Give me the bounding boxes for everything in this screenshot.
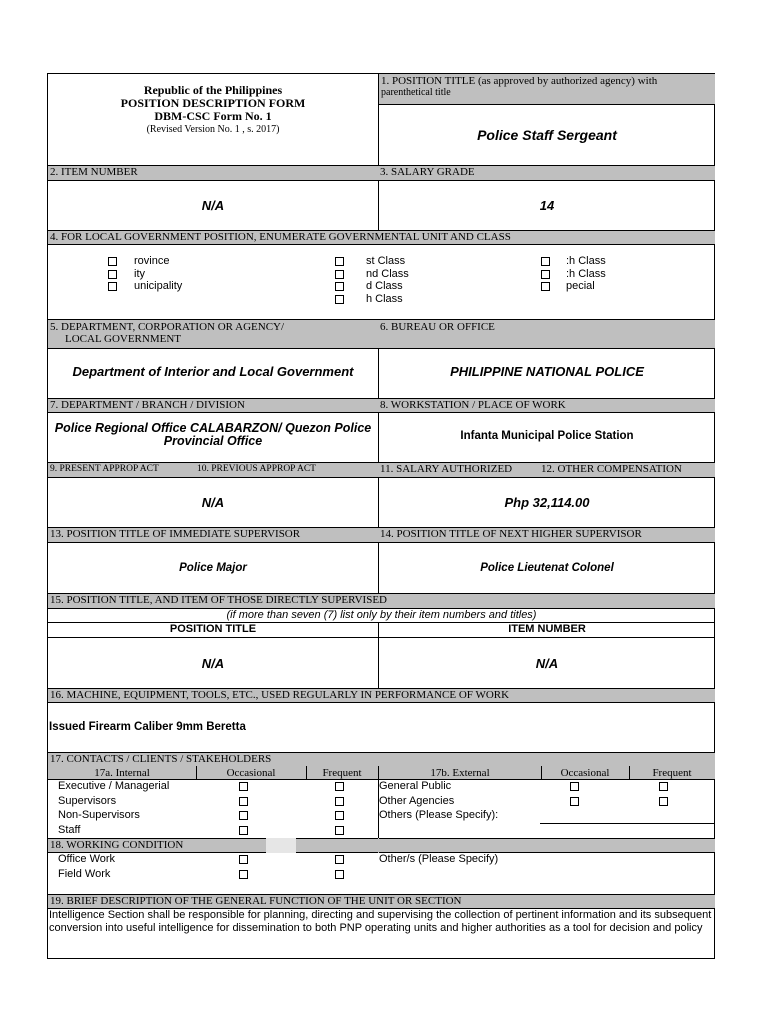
lgu-col3-item-0-checkbox[interactable] xyxy=(541,257,550,266)
field-16-label: 16. MACHINE, EQUIPMENT, TOOLS, ETC., USED REGULARLY IN PERFORMANCE OF WORK xyxy=(48,688,715,703)
field-14-label: 14. POSITION TITLE OF NEXT HIGHER SUPERVISOR xyxy=(378,527,715,543)
external-header: 17b. External xyxy=(430,767,490,779)
supervised-title-value: N/A xyxy=(201,656,225,671)
external-contact-0-checkbox[interactable] xyxy=(570,782,579,791)
lgu-col2-item-0-checkbox[interactable] xyxy=(335,257,344,266)
immediate-supervisor-value: Police Major xyxy=(179,562,247,574)
external-contact-0-checkbox-2[interactable] xyxy=(659,782,668,791)
internal-contact-3-checkbox[interactable] xyxy=(239,826,248,835)
internal-contact-3-checkbox-2[interactable] xyxy=(335,826,344,835)
internal-contact-1-checkbox-2[interactable] xyxy=(335,797,344,806)
field-3-label: 3. SALARY GRADE xyxy=(378,165,715,181)
supervised-item-value: N/A xyxy=(535,656,559,671)
lgu-col3-item-0-label: :h Class xyxy=(566,255,606,267)
lgu-col3-item-2-checkbox[interactable] xyxy=(541,282,550,291)
salary-grade-value: 14 xyxy=(539,198,555,213)
next-higher-supervisor-value: Police Lieutenat Colonel xyxy=(480,562,614,574)
external-contact-1-checkbox[interactable] xyxy=(570,797,579,806)
lgu-col3-item-2-label: pecial xyxy=(566,280,595,292)
internal-contact-2-checkbox-2[interactable] xyxy=(335,811,344,820)
internal-contact-3-label: Staff xyxy=(58,823,81,836)
item-number-value: N/A xyxy=(201,198,225,213)
revised-version: (Revised Version No. 1 , s. 2017) xyxy=(146,124,280,135)
lgu-col1-item-2-checkbox[interactable] xyxy=(108,282,117,291)
lgu-col3-item-1-label: :h Class xyxy=(566,267,606,280)
field-17-label: 17. CONTACTS / CLIENTS / STAKEHOLDERS xyxy=(48,752,715,767)
field-4-label: 4. FOR LOCAL GOVERNMENT POSITION, ENUMERATE GOVERNMENTAL UNIT AND CLASS xyxy=(48,230,715,245)
general-function-value: Intelligence Section shall be responsible for planning, directing and supervising the collection of pertinent information and its subsequent conversion into useful intelligence for dissemination to both PNP operating units and higher authorities as a tool for decision and policy xyxy=(49,909,712,934)
internal-contact-0-checkbox-2[interactable] xyxy=(335,782,344,791)
item-number-col-header: ITEM NUMBER xyxy=(508,623,586,635)
field-11-label: 11. SALARY AUTHORIZED xyxy=(378,462,540,478)
internal-contact-2-checkbox[interactable] xyxy=(239,811,248,820)
field-9-label: 9. PRESENT APPROP ACT xyxy=(48,462,196,478)
field-8-label: 8. WORKSTATION / PLACE OF WORK xyxy=(378,398,715,413)
field-12-label: 12. OTHER COMPENSATION xyxy=(539,462,715,478)
field-2-label: 2. ITEM NUMBER xyxy=(48,165,379,181)
form-number: DBM-CSC Form No. 1 xyxy=(154,109,272,123)
lgu-col2-item-1-label: nd Class xyxy=(366,267,409,280)
field-15-label: 15. POSITION TITLE, AND ITEM OF THOSE DIRECTLY SUPERVISED xyxy=(48,593,715,609)
working-condition-1-checkbox-2[interactable] xyxy=(335,870,344,879)
field-18-label: 18. WORKING CONDITION xyxy=(48,838,715,853)
department-value: Department of Interior and Local Government xyxy=(72,364,354,379)
internal-contact-1-checkbox[interactable] xyxy=(239,797,248,806)
field-7-label: 7. DEPARTMENT / BRANCH / DIVISION xyxy=(48,398,379,413)
external-contact-0-label: General Public xyxy=(379,780,452,792)
lgu-col1-item-1-label: ity xyxy=(134,267,145,280)
working-condition-1-checkbox[interactable] xyxy=(239,870,248,879)
form-title: POSITION DESCRIPTION FORM xyxy=(120,96,306,110)
appropriation-value: N/A xyxy=(201,495,225,510)
form-header xyxy=(48,84,378,136)
position-title-col-header: POSITION TITLE xyxy=(169,623,257,635)
bureau-value: PHILIPPINE NATIONAL POLICE xyxy=(450,364,644,379)
branch-division-value: Police Regional Office CALABARZON/ Quezon Police Provincial Office xyxy=(54,421,372,448)
lgu-col3-item-1-checkbox[interactable] xyxy=(541,270,550,279)
field-15-note: (if more than seven (7) list only by their item numbers and titles) xyxy=(226,609,537,621)
frequent-header-a: Frequent xyxy=(322,767,362,779)
field-13-label: 13. POSITION TITLE OF IMMEDIATE SUPERVISOR xyxy=(48,527,379,543)
field-19-label: 19. BRIEF DESCRIPTION OF THE GENERAL FUNCTION OF THE UNIT OR SECTION xyxy=(48,894,715,909)
position-title-value: Police Staff Sergeant xyxy=(477,127,617,143)
internal-header: 17a. Internal xyxy=(94,767,150,779)
frequent-header-b: Frequent xyxy=(652,767,692,779)
lgu-col1-item-2-label: unicipality xyxy=(134,280,183,292)
field-10-label: 10. PREVIOUS APPROP ACT xyxy=(195,462,379,478)
salary-authorized-value: Php 32,114.00 xyxy=(504,495,590,510)
position-description-form xyxy=(47,73,715,959)
working-condition-0-label: Office Work xyxy=(58,853,116,865)
field-5-label: 5. DEPARTMENT, CORPORATION OR AGENCY/ LOCAL GOVERNMENT xyxy=(48,319,379,349)
field-1-label: 1. POSITION TITLE (as approved by authorized agency) with parenthetical title xyxy=(379,74,715,105)
internal-contact-1-label: Supervisors xyxy=(58,794,117,807)
republic-text: Republic of the Philippines xyxy=(143,83,283,97)
working-condition-0-checkbox[interactable] xyxy=(239,855,248,864)
internal-contact-0-label: Executive / Managerial xyxy=(58,780,170,792)
working-condition-1-label: Field Work xyxy=(58,867,111,880)
equipment-value: Issued Firearm Caliber 9mm Beretta xyxy=(49,721,246,733)
lgu-col2-item-1-checkbox[interactable] xyxy=(335,270,344,279)
external-contact-1-label: Other Agencies xyxy=(379,794,455,807)
field-6-label: 6. BUREAU OR OFFICE xyxy=(378,319,715,349)
lgu-col1-item-0-label: rovince xyxy=(134,255,170,267)
working-condition-other: Other/s (Please Specify) xyxy=(379,853,499,865)
internal-contact-0-checkbox[interactable] xyxy=(239,782,248,791)
lgu-col2-item-2-label: d Class xyxy=(366,280,403,292)
lgu-col1-item-0-checkbox[interactable] xyxy=(108,257,117,266)
workstation-value: Infanta Municipal Police Station xyxy=(460,430,634,442)
lgu-col1-item-1-checkbox[interactable] xyxy=(108,270,117,279)
working-condition-0-checkbox-2[interactable] xyxy=(335,855,344,864)
lgu-col2-item-2-checkbox[interactable] xyxy=(335,282,344,291)
internal-contact-2-label: Non-Supervisors xyxy=(58,809,140,821)
external-contact-1-checkbox-2[interactable] xyxy=(659,797,668,806)
occasional-header-b: Occasional xyxy=(560,767,610,779)
lgu-col2-item-3-checkbox[interactable] xyxy=(335,295,344,304)
occasional-header-a: Occasional xyxy=(226,767,276,779)
lgu-col2-item-3-label: h Class xyxy=(366,292,403,305)
lgu-col2-item-0-label: st Class xyxy=(366,255,406,267)
external-contact-other-label: Others (Please Specify): xyxy=(379,809,499,821)
